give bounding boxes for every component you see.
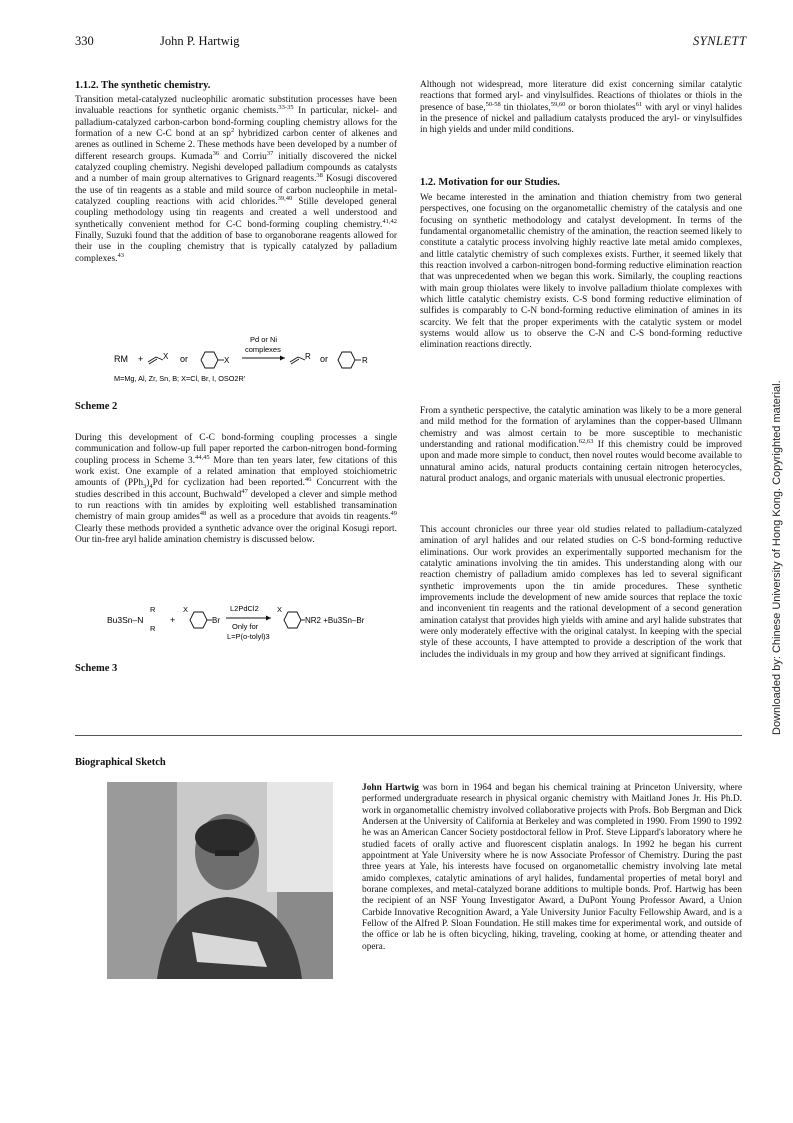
paragraph-sulfides: Although not widespread, more literature did exist concerning similar catalytic reactions that formed aryl- and vinylsulfides. Reactions of thiolates or thiols in the presence of base,$^{50-58}$ tin thiolates,$^{59,60}$ or boron thiolates$^{61}$ with aryl or vinyl halides in the presence of nickel and palladium catalysts produced the aryl- or vinylsulfides in high yields and under mild conditions.: [420, 80, 742, 136]
scheme2-footnote: M=Mg, Al, Zr, Sn, B; X=Cl, Br, I, OSO2R': [114, 374, 246, 383]
journal-name: SYNLETT: [693, 34, 747, 48]
scheme3-cond1: Only for: [232, 622, 259, 631]
scheme3-cond2: L=P(o-tolyl)3: [227, 632, 270, 641]
scheme3-plus: +: [170, 615, 176, 625]
scheme2-rm: RM: [114, 354, 128, 364]
bio-paragraph: John Hartwig was born in 1964 and began his chemical training at Princeton University, where performed undergraduate research in physical organic chemistry with Maitland Jones Jr. His Ph.D. work in organometallic chemistry involved collaborative projects with Profs. Bob Bergman and Dick Andersen at the University of California at Berkeley and was completed in 1990. From 1990 to 1992 he was an American Cancer Society postdoctoral fellow in Prof. Steve Lippard's laboratory where he studied facets of orally active and fluorescent cisplatin analogs. In 1992 he began his current appointment at Yale University where he is now Associate Professor of Chemistry. During the past three years at Yale, his interests have focused on organometallic chemistry involving late metal amido complexes, catalytic aminations of aryl halides, fundamental properties of metal boryl and borane complexes, and metal-catalyzed borane additions to multiple bonds. Prof. Hartwig has been the recipient of an NSF Young Investigator Award, a DuPont Young Professor Award, a Union Carbide Innovative Recognition Award, a Yale University Junior Faculty Fellowship Award, and is a Fellow of the Alfred P. Sloan Foundation. He still makes time for experimental work, and outside of the office or lab he is often bicycling, hiking, traveling, cooking at home, or attending theater and opera.: [362, 783, 742, 952]
scheme2-or1: or: [180, 354, 189, 364]
scheme2-plus: +: [138, 354, 144, 364]
page-number: 330: [75, 34, 94, 48]
scheme2-cond-top: Pd or Ni: [250, 335, 278, 344]
scheme3-x2: X: [277, 605, 283, 614]
author-portrait-image: [107, 782, 333, 979]
paragraph-account: This account chronicles our three year old studies related to palladium-catalyzed amination of aryl halides and our related studies on C-S bond-forming reductive eliminations. Our work provides an experimentally supported mechanism for the catalytic aminations involving the tin amides. This understanding along with our reaction chemistry of palladium amido complexes has led to several significant synthetic improvements upon the tin amide procedures. These synthetic improvements include the development of new amide sources that replace the toxic and inconvenient tin reagents and the rational development of a second generation amination catalyst that provides high yields with amine and aryl halide substrates that were only moderately effective with the original catalyst. In keeping with the special style of these accounts, I have attempted to provide a description of the work that includes the individuals in my group and how they arrived at significant findings.: [420, 525, 742, 660]
benzene-ring-icon: [201, 352, 218, 368]
paragraph-synthetic-chemistry: Transition metal-catalyzed nucleophilic aromatic substitution processes have been invaluable reactions for synthetic organic chemists.$^{33-35}$ In particular, nickel- and palladium-catalyzed carbon-carbon bond-forming coupling chemistry allows for the formation of a new C-C bond at an $sp^2$ hybridized carbon center of alkenes and arenes as outlined in Scheme 2. These methods have been developed by a number of different research groups. Kumada$^{36}$ and Corriu$^{37}$ initially discovered the nickel catalyzed coupling chemistry. Negishi developed palladium compounds as catalysts and a number of main group alternatives to Grignard reagents.$^{38}$ Kosugi discovered the use of tin reagents as a stable and mild source of carbon nucleophile in metal-catalyzed coupling reactions with acid chlorides.$^{39,40}$ Stille developed general coupling methodology using tin reagents and created a well understood and synthetically convenient method for C-C bond-forming coupling chemistry.$^{41,42}$ Finally, Suzuki found that the addition of base to organoborane reagents allowed for their use in the coupling chemistry that is typically catalyzed by palladium complexes.$^{43}$: [75, 95, 398, 264]
section-heading-motivation: 1.2. Motivation for our Studies.: [420, 177, 560, 188]
scheme2-x1: X: [163, 352, 169, 361]
scheme3-catalyst: L2PdCl2: [230, 604, 259, 613]
scheme3-br: Br: [212, 616, 220, 625]
download-notice: Downloaded by: Chinese University of Hong Kong. Copyrighted material.: [771, 380, 783, 735]
scheme3-bu3sn: Bu3Sn–N: [107, 615, 144, 625]
paragraph-synthetic-perspective: From a synthetic perspective, the catalytic amination was likely to be a more general and mild method for the formation of arylamines than the copper-based Ullmann chemistry and was almost certain to be more susceptible to mechanistic understanding and rational modification.$^{62,63}$ If this chemistry could be improved upon and made more simple to conduct, then novel routes would become available to unnatural amino acids, natural products containing certain nitrogen heterocycles, natural product analogs, and organic materials with unusual electronic properties.: [420, 406, 742, 485]
scheme-3-graphic: [105, 600, 395, 646]
scheme2-r2: R: [362, 356, 368, 365]
benzene-ring-icon: [190, 612, 207, 628]
benzene-ring-icon: [338, 352, 355, 368]
scheme2-cond-bottom: complexes: [245, 345, 281, 354]
bio-heading: Biographical Sketch: [75, 757, 166, 768]
scheme-2-label: Scheme 2: [75, 401, 118, 412]
paragraph-motivation: We became interested in the amination and thiation chemistry from two general perspectives, one focusing on the organometallic chemistry of the catalysis and one focusing on synthetic methodology and catalyst development. In terms of the fundamental organometallic chemistry of the amination, the reaction seemed likely to constitute a catalytic process involving highly reactive late metal amido complexes, and little catalytic chemistry of such complexes exists. Further, it seemed likely that this reaction involved a carbon-nitrogen bond-forming reductive elimination reaction that was unprecedented when we began this work. Similarly, the coupling reactions with main group thiolates were likely to involve palladium thiolate complexes with which little catalytic chemistry exists. C-S bond forming reductive elimination of sulfides is comparably to C-N bond-forming reductive elimination of amines in its scarcity. We felt that the proper experiments with the catalytic system or model systems would allow us to observe the C-N and C-S bond-forming reductive elimination reactions directly.: [420, 193, 742, 351]
section-divider: [75, 735, 742, 736]
scheme3-r-top: R: [150, 605, 156, 614]
scheme2-r1: R: [305, 352, 311, 361]
running-author: John P. Hartwig: [160, 34, 240, 48]
scheme-3-label: Scheme 3: [75, 663, 118, 674]
scheme3-product: NR2 +Bu3Sn–Br: [305, 616, 365, 625]
scheme2-x2: X: [224, 356, 230, 365]
paragraph-development: During this development of C-C bond-forming coupling processes a single communication and follow-up full paper reported the carbon-nitrogen bond-forming coupling process in Scheme 3.$^{44,45}$ More than ten years later, few citations of this work exist. One example of a related amination that employed stoichiometric amounts of $(PPh_3)_4Pd$ for cyclization had been reported.$^{46}$ Concurrent with the studies described in this account, Buchwald$^{47}$ developed a clever and simple method to run reactions with tin amides by exploiting well established transamination chemistry of main group amides$^{48}$ as well as a procedure that avoids tin reagents.$^{49}$ Clearly these methods provided a synthetic advance over the original Kosugi report. Our tin-free aryl halide amination chemistry is discussed below.: [75, 433, 397, 546]
author-photo: [107, 782, 333, 979]
scheme-2-graphic: [110, 330, 380, 388]
section-heading-synthetic: 1.1.2. The synthetic chemistry.: [75, 80, 211, 91]
scheme2-or2: or: [320, 354, 329, 364]
scheme3-r-bottom: R: [150, 624, 156, 633]
scheme3-x: X: [183, 605, 189, 614]
benzene-ring-icon: [284, 612, 301, 628]
